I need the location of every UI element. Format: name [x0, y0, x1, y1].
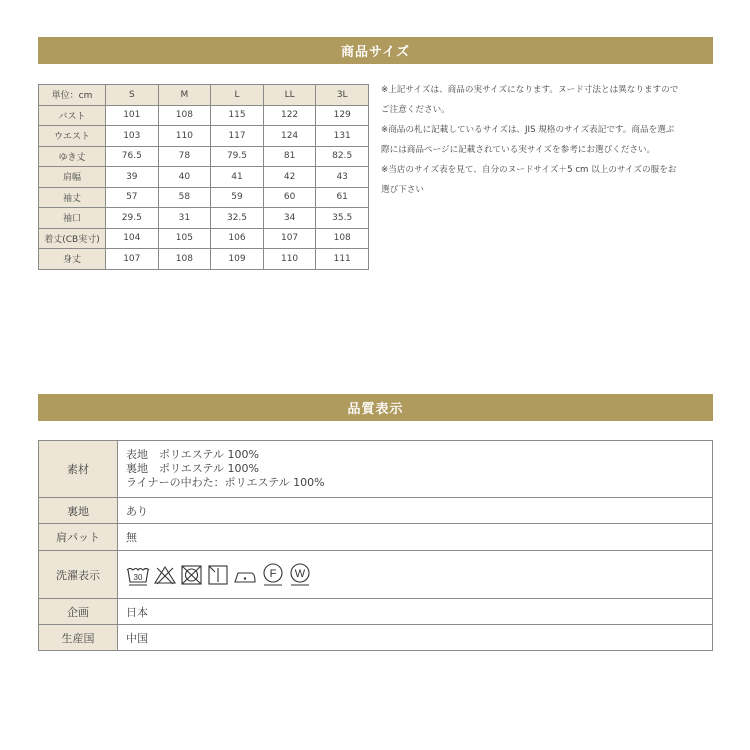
origin-label: 生産国 [39, 625, 118, 651]
table-cell: 115 [211, 105, 264, 126]
row-label: バスト [39, 105, 106, 126]
lining-label: 裏地 [39, 498, 118, 524]
size-table-header [39, 85, 369, 106]
table-cell: 110 [263, 249, 316, 270]
iron-low-icon [232, 564, 258, 586]
table-cell: 117 [211, 126, 264, 147]
table-cell: 42 [263, 167, 316, 188]
origin-value: 中国 [118, 625, 713, 651]
table-row [39, 126, 369, 147]
table-cell: 131 [316, 126, 369, 147]
row-label: 袖丈 [39, 187, 106, 208]
table-cell: 101 [106, 105, 159, 126]
unit-header: 単位：cm [39, 85, 106, 106]
table-row [39, 208, 369, 229]
table-cell: 34 [263, 208, 316, 229]
wash-30-icon [126, 564, 150, 586]
table-cell: 76.5 [106, 146, 159, 167]
lining-row [39, 498, 713, 524]
shoulder-pad-label: 肩パット [39, 524, 118, 551]
table-cell: 109 [211, 249, 264, 270]
table-cell: 78 [158, 146, 211, 167]
dry-clean-f-icon [261, 563, 285, 587]
table-cell: 104 [106, 228, 159, 249]
row-label: 肩幅 [39, 167, 106, 188]
care-label: 洗濯表示 [39, 551, 118, 599]
material-line: 表地 ポリエステル 100% [126, 448, 259, 461]
table-cell: 81 [263, 146, 316, 167]
row-label: 着丈(CB実寸) [39, 228, 106, 249]
table-cell: 60 [263, 187, 316, 208]
lining-value: あり [118, 498, 713, 524]
table-cell: 108 [316, 228, 369, 249]
table-cell: 122 [263, 105, 316, 126]
shoulder-pad-value: 無 [118, 524, 713, 551]
table-row [39, 249, 369, 270]
note-line: ※上記サイズは、商品の実サイズになります。ヌード寸法とは異なりますので [381, 85, 679, 95]
planning-label: 企画 [39, 599, 118, 625]
table-cell: 103 [106, 126, 159, 147]
note-line: ご注意ください。 [381, 105, 450, 115]
care-row [39, 551, 713, 599]
size-table [38, 84, 369, 270]
size-notes [381, 80, 716, 200]
table-cell: 129 [316, 105, 369, 126]
size-header-3l: 3L [316, 85, 369, 106]
table-cell: 59 [211, 187, 264, 208]
material-value [118, 441, 713, 498]
quality-section-title: 品質表示 [347, 402, 404, 417]
table-row [39, 187, 369, 208]
material-line: 裏地 ポリエステル 100% [126, 462, 259, 475]
table-cell: 105 [158, 228, 211, 249]
size-section-title: 商品サイズ [341, 45, 410, 60]
no-bleach-icon [153, 564, 177, 586]
care-symbols [118, 551, 713, 599]
dry-clean-letter: F [269, 567, 277, 580]
material-line: ライナーの中わた：ポリエステル 100% [126, 476, 325, 489]
note-line: 際には商品ページに記載されている実サイズを参考にお選びください。 [381, 145, 656, 155]
size-section-banner [38, 37, 713, 64]
table-cell: 124 [263, 126, 316, 147]
material-row [39, 441, 713, 498]
table-cell: 107 [106, 249, 159, 270]
table-cell: 58 [158, 187, 211, 208]
table-cell: 41 [211, 167, 264, 188]
quality-table [38, 440, 713, 651]
size-header-s: S [106, 85, 159, 106]
material-label: 素材 [39, 441, 118, 498]
shoulder-pad-row [39, 524, 713, 551]
table-cell: 32.5 [211, 208, 264, 229]
row-label: ウエスト [39, 126, 106, 147]
note-line: 選び下さい [381, 185, 424, 195]
table-cell: 110 [158, 126, 211, 147]
table-cell: 43 [316, 167, 369, 188]
note-line: ※当店のサイズ表を見て、自分のヌードサイズ＋5 cm 以上のサイズの服をお [381, 165, 677, 175]
table-cell: 31 [158, 208, 211, 229]
table-cell: 107 [263, 228, 316, 249]
quality-section-banner [38, 394, 713, 421]
planning-row [39, 599, 713, 625]
size-header-ll: LL [263, 85, 316, 106]
table-row [39, 228, 369, 249]
table-cell: 61 [316, 187, 369, 208]
planning-value: 日本 [118, 599, 713, 625]
row-label: 身丈 [39, 249, 106, 270]
table-row [39, 146, 369, 167]
table-cell: 111 [316, 249, 369, 270]
size-header-l: L [211, 85, 264, 106]
wash-temp: 30 [133, 572, 143, 582]
wet-clean-letter: W [294, 567, 306, 580]
table-cell: 40 [158, 167, 211, 188]
line-dry-shade-icon [207, 564, 229, 586]
table-cell: 82.5 [316, 146, 369, 167]
row-label: 袖口 [39, 208, 106, 229]
table-cell: 108 [158, 105, 211, 126]
origin-row [39, 625, 713, 651]
table-row [39, 167, 369, 188]
table-cell: 35.5 [316, 208, 369, 229]
wet-clean-w-icon [288, 563, 312, 587]
size-header-m: M [158, 85, 211, 106]
table-cell: 57 [106, 187, 159, 208]
no-tumble-dry-icon [180, 564, 204, 586]
table-cell: 106 [211, 228, 264, 249]
table-cell: 29.5 [106, 208, 159, 229]
note-line: ※商品の札に記載しているサイズは、JIS 規格のサイズ表記です。商品を選ぶ [381, 125, 675, 135]
table-cell: 79.5 [211, 146, 264, 167]
table-cell: 108 [158, 249, 211, 270]
table-cell: 39 [106, 167, 159, 188]
row-label: ゆき丈 [39, 146, 106, 167]
table-row [39, 105, 369, 126]
